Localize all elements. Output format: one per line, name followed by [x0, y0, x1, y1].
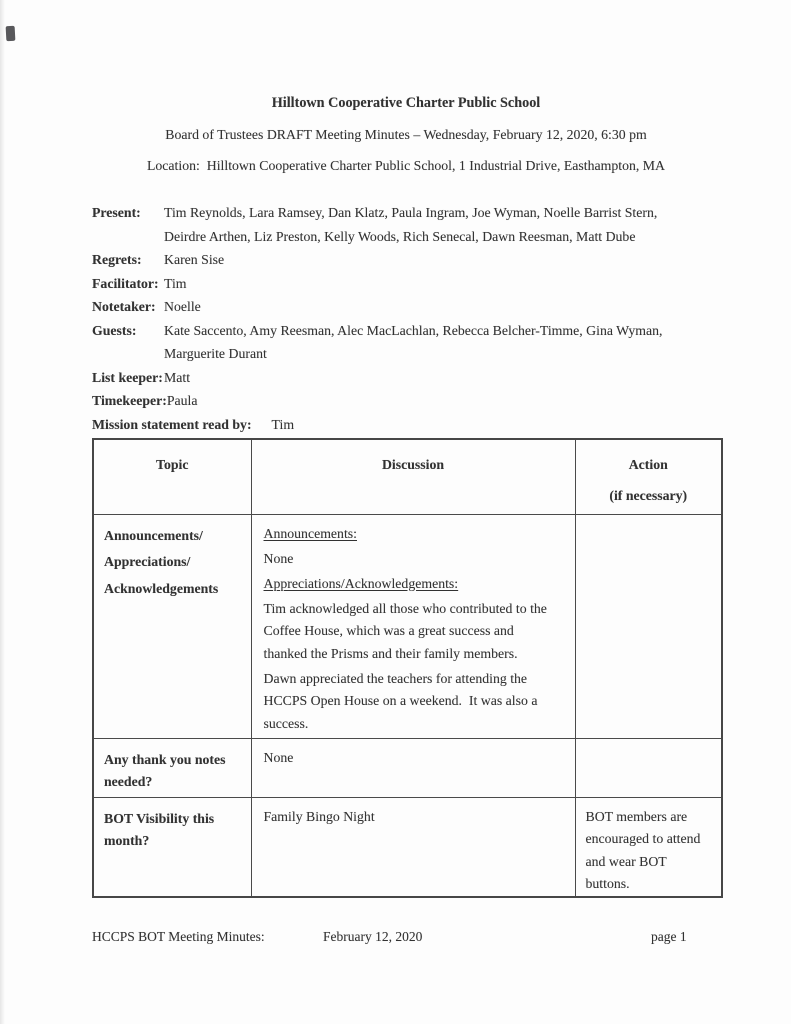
minutes-table-header-row	[93, 439, 722, 514]
thank-you-notes-action-cell	[575, 738, 722, 797]
regrets-value: Karen Sise	[164, 252, 225, 267]
discussion-column-header-label: Discussion	[381, 457, 445, 472]
guests-label: Guests:	[92, 322, 137, 338]
regrets-label: Regrets:	[92, 252, 142, 267]
scan-artifact-mark	[6, 26, 16, 41]
bingo-night-text: Family Bingo Night	[263, 808, 375, 824]
announcements-subheading: Announcements:	[263, 525, 357, 541]
location-line: Location: Hilltown Cooperative Charter Public School, 1 Industrial Drive, Easthampton, MA	[146, 158, 666, 173]
guests-value	[164, 319, 662, 366]
mission-statement-value: Tim	[271, 416, 295, 432]
facilitator-row	[92, 272, 720, 296]
present-label: Present:	[92, 205, 141, 220]
action-column-header-label: Action	[628, 457, 668, 472]
scan-left-edge-shadow	[0, 0, 5, 1024]
action-column-header	[575, 439, 722, 514]
thank-you-notes-text: None	[263, 749, 294, 765]
coffee-house-paragraph: Tim acknowledged all those who contributed to the Coffee House, which was a great success and thanked the Prisms and their family members.	[263, 600, 547, 661]
announcements-discussion-cell	[251, 514, 575, 738]
topic-line: Appreciations/	[104, 554, 191, 569]
discussion-column-header	[251, 439, 575, 514]
footer-date: February 12, 2020	[323, 929, 423, 944]
footer-doc-label: HCCPS BOT Meeting Minutes:	[92, 929, 265, 944]
facilitator-value: Tim	[164, 275, 187, 291]
topic-column-header-label: Topic	[156, 457, 189, 472]
bot-visibility-discussion-cell	[251, 797, 575, 897]
thank-you-notes-topic-cell: Any thank you notes needed?	[93, 738, 251, 797]
timekeeper-row	[92, 389, 720, 413]
topic-line: Acknowledgements	[104, 580, 219, 596]
topic-line: Announcements/	[104, 527, 203, 543]
facilitator-label: Facilitator:	[92, 275, 159, 291]
table-row-announcements	[93, 514, 722, 738]
document-content	[92, 0, 720, 898]
present-line-2: Deirdre Arthen, Liz Preston, Kelly Woods, Rich Senecal, Dawn Reesman, Matt Dube	[164, 228, 636, 244]
bot-visibility-topic-cell: BOT Visibility this month?	[93, 797, 251, 897]
mission-statement-row	[92, 413, 720, 437]
minutes-table	[92, 438, 723, 898]
list-keeper-value: Matt	[164, 369, 191, 385]
school-name-title: Hilltown Cooperative Charter Public School	[271, 95, 541, 111]
table-row-thank-you-notes	[93, 738, 722, 797]
list-keeper-row	[92, 366, 720, 390]
present-row	[92, 201, 720, 248]
action-column-header-subtext: (if necessary)	[609, 488, 688, 503]
present-value	[164, 201, 657, 248]
appreciations-subheading: Appreciations/Acknowledgements:	[263, 575, 459, 591]
notetaker-row	[92, 295, 720, 319]
announcements-none-text: None	[263, 550, 294, 566]
notetaker-label: Notetaker:	[92, 299, 156, 314]
table-row-bot-visibility	[93, 797, 722, 897]
document-heading	[92, 95, 720, 174]
guests-line-1: Kate Saccento, Amy Reesman, Alec MacLachlan, Rebecca Belcher-Timme, Gina Wyman,	[164, 322, 663, 338]
present-line-1: Tim Reynolds, Lara Ramsey, Dan Klatz, Paula Ingram, Joe Wyman, Noelle Barrist Stern,	[164, 205, 658, 220]
regrets-row	[92, 248, 720, 272]
list-keeper-label: List keeper:	[92, 369, 163, 385]
meeting-title-line: Board of Trustees DRAFT Meeting Minutes – Wednesday, February 12, 2020, 6:30 pm	[165, 127, 647, 142]
thank-you-notes-discussion-cell	[251, 738, 575, 797]
open-house-paragraph: Dawn appreciated the teachers for attending the HCCPS Open House on a weekend. It was also a success.	[263, 670, 538, 731]
notetaker-value: Noelle	[164, 299, 201, 314]
mission-statement-label: Mission statement read by:	[92, 416, 252, 432]
announcements-topic-cell	[93, 514, 251, 738]
timekeeper-value: Paula	[166, 393, 198, 408]
page-footer	[92, 929, 720, 949]
topic-column-header	[93, 439, 251, 514]
timekeeper-label: Timekeeper:	[92, 393, 167, 408]
attendance-block	[92, 201, 720, 436]
guests-line-2: Marguerite Durant	[164, 346, 267, 361]
bot-visibility-action-cell: BOT members are encouraged to attend and wear BOT buttons.	[575, 797, 722, 897]
footer-page-number: page 1	[651, 929, 687, 944]
announcements-action-cell	[575, 514, 722, 738]
guests-row	[92, 319, 720, 366]
